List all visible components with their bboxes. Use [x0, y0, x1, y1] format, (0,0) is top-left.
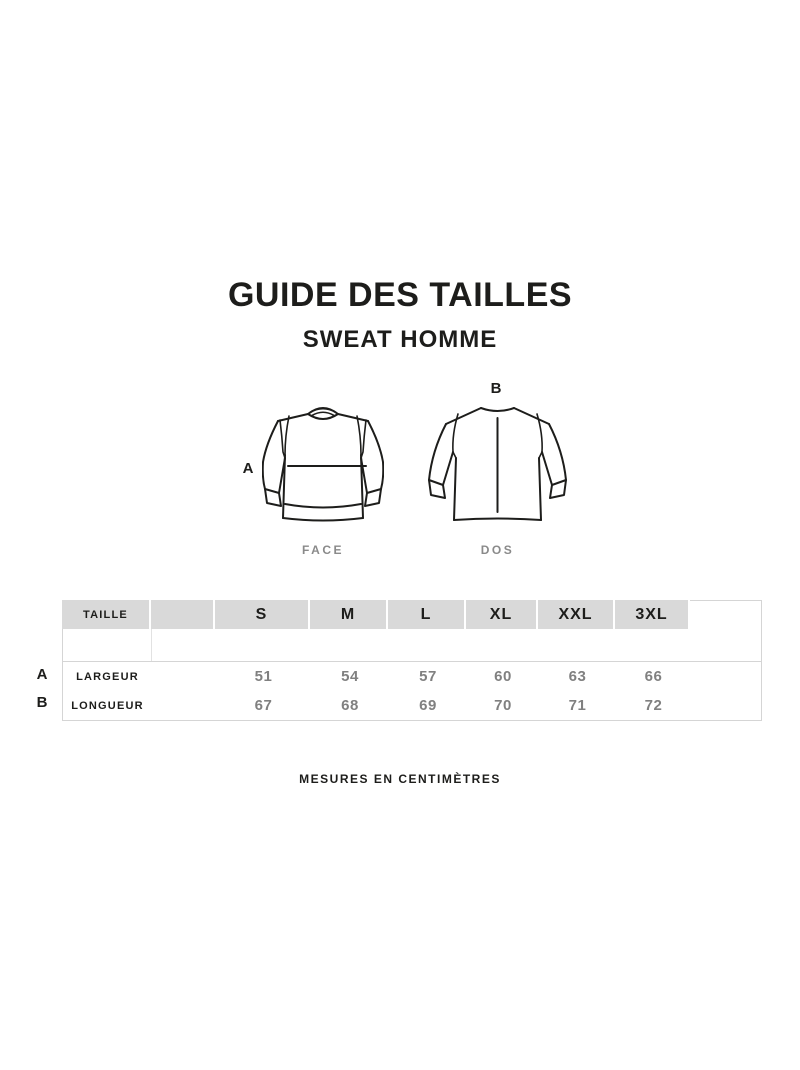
front-measure-marker: A [242, 460, 254, 477]
longueur-s: 67 [254, 697, 273, 714]
header-tail-cell [690, 600, 762, 629]
size-table-body [62, 661, 762, 721]
header-size-xxl: XXL [538, 600, 615, 629]
back-sweater-diagram [428, 396, 567, 526]
table-spacer-row [62, 629, 762, 661]
front-sweater-drawing [262, 400, 384, 524]
spacer-column-divider [63, 629, 152, 661]
back-caption: DOS [480, 543, 515, 557]
header-size-s: S [215, 600, 310, 629]
size-table [62, 600, 762, 721]
size-table-header [62, 600, 762, 629]
header-size-3xl: 3XL [615, 600, 690, 629]
row-label-longueur: LONGUEUR [71, 699, 144, 712]
largeur-s: 51 [254, 668, 273, 685]
longueur-l: 69 [419, 697, 437, 714]
header-taille: TAILLE [62, 600, 151, 629]
page-title: GUIDE DES TAILLES [227, 276, 573, 314]
largeur-3xl: 66 [644, 668, 663, 685]
table-row-longueur [63, 691, 761, 720]
table-row-largeur [63, 662, 761, 691]
largeur-l: 57 [419, 668, 437, 685]
longueur-xl: 70 [494, 697, 512, 714]
largeur-xxl: 63 [568, 668, 587, 685]
largeur-xl: 60 [494, 668, 512, 685]
longueur-3xl: 72 [644, 697, 663, 714]
units-note: MESURES EN CENTIMÈTRES [299, 772, 501, 786]
row-label-largeur: LARGEUR [76, 670, 139, 683]
back-measure-marker: B [490, 380, 502, 397]
longueur-xxl: 71 [568, 697, 587, 714]
page-subtitle: SWEAT HOMME [302, 326, 498, 353]
row-marker-a: A [36, 666, 48, 683]
header-size-m: M [310, 600, 388, 629]
largeur-m: 54 [341, 668, 359, 685]
longueur-m: 68 [341, 697, 359, 714]
header-size-l: L [388, 600, 466, 629]
header-size-xl: XL [466, 600, 538, 629]
front-caption: FACE [301, 543, 344, 557]
header-empty [151, 600, 215, 629]
row-marker-b: B [36, 694, 48, 711]
back-sweater-drawing [428, 396, 567, 526]
front-sweater-diagram [262, 400, 384, 524]
